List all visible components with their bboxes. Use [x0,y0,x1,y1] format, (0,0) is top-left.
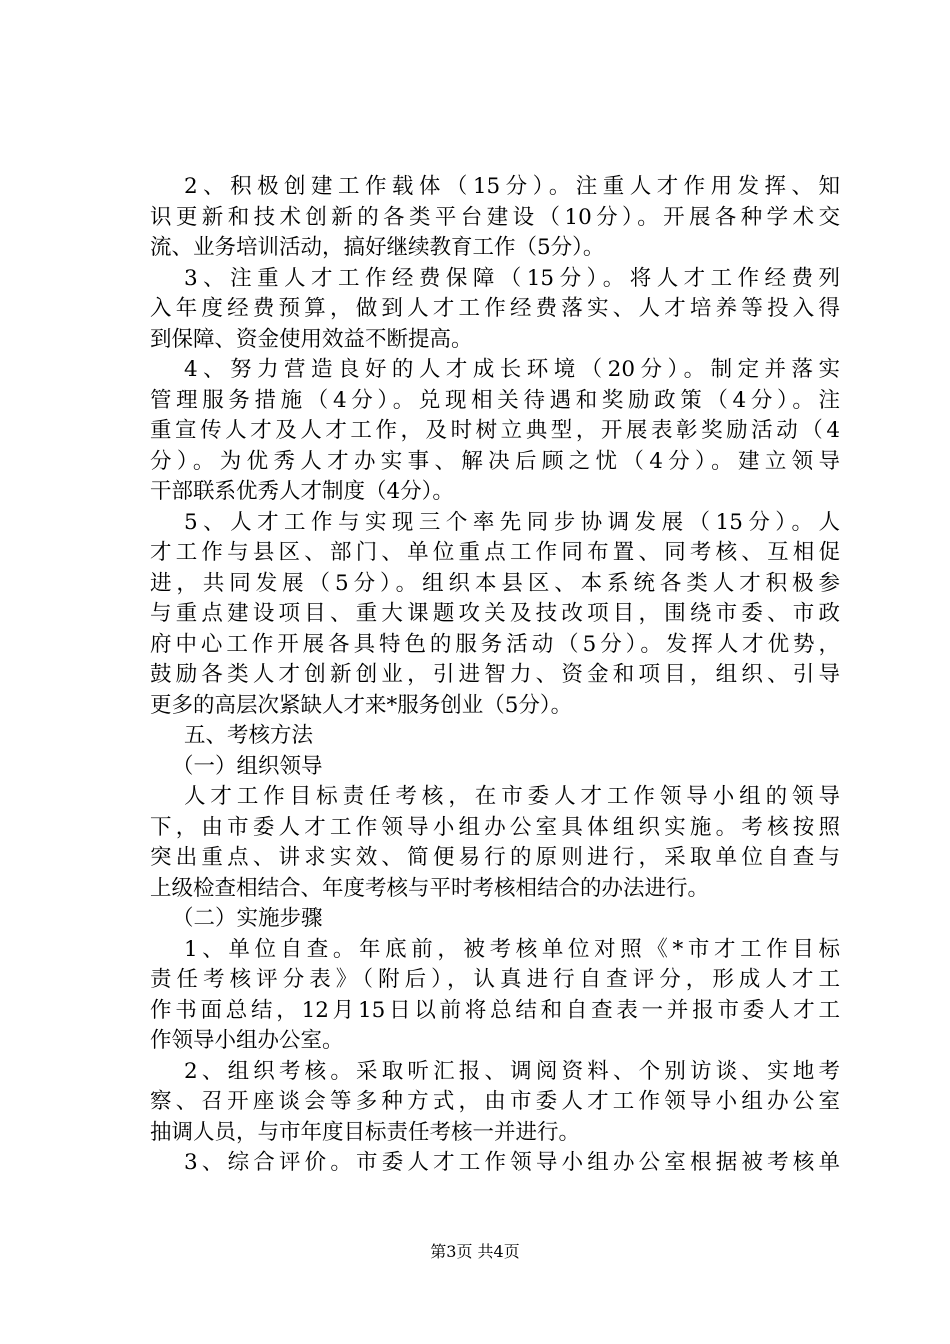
text-line: 府中心工作开展各具特色的服务活动（5分）。发挥人才优势， [150,631,840,657]
text-line: 人才工作目标责任考核，在市委人才工作领导小组的领导 [184,784,840,809]
text-line: 突出重点、讲求实效、简便易行的原则进行，采取单位自查与 [150,845,840,870]
text-line: 作领导小组办公室。 [150,1028,344,1053]
text-line: 入年度经费预算，做到人才工作经费落实、人才培养等投入得 [150,296,840,321]
text-line: 察、召开座谈会等多种方式，由市委人才工作领导小组办公室 [150,1089,840,1114]
text-line: 1、单位自查。年底前，被考核单位对照《*市才工作目标 [184,936,840,962]
text-line: 上级检查相结合、年度考核与平时考核相结合的办法进行。 [150,875,710,901]
text-line: 下，由市委人才工作领导小组办公室具体组织实施。考核按照 [150,814,840,840]
text-line: 2、积极创建工作载体（15分）。注重人才作用发挥、知 [184,174,840,199]
text-line: 重宣传人才及人才工作，及时树立典型，开展表彰奖励活动（4 [150,418,840,443]
page-footer: 第3页 共4页 [430,1242,520,1261]
text-line: 鼓励各类人才创新创业，引进智力、资金和项目，组织、引导 [150,662,840,687]
text-line: 2、组织考核。采取听汇报、调阅资料、个别访谈、实地考 [184,1058,840,1084]
subsection-heading: （二）实施步骤 [172,906,323,931]
text-line: 干部联系优秀人才制度（4分）。 [150,479,454,504]
text-line: 更多的高层次紧缺人才来*服务创业（5分）。 [150,692,573,718]
text-line: 识更新和技术创新的各类平台建设（10分）。开展各种学术交 [150,204,840,230]
text-line: 作书面总结，12月15日以前将总结和自查表一并报市委人才工 [150,997,840,1023]
text-line: 3、注重人才工作经费保障（15分）。将人才工作经费列 [184,265,840,291]
text-line: 进，共同发展（5分）。组织本县区、本系统各类人才积极参 [150,570,840,596]
text-line: 才工作与县区、部门、单位重点工作同布置、同考核、互相促 [150,540,840,565]
section-heading: 五、考核方法 [184,723,314,748]
text-line: 4、努力营造良好的人才成长环境（20分）。制定并落实 [184,357,840,382]
text-line: 分）。为优秀人才办实事、解决后顾之忧（4分）。建立领导 [150,448,840,474]
text-line: 抽调人员，与市年度目标责任考核一并进行。 [150,1119,581,1145]
text-line: 责任考核评分表》（附后），认真进行自查评分，形成人才工 [150,967,840,992]
document-body [150,172,840,1179]
text-line: 3、综合评价。市委人才工作领导小组办公室根据被考核单 [184,1150,840,1175]
text-line: 与重点建设项目、重大课题攻关及技改项目，围绕市委、市政 [150,601,840,626]
subsection-heading: （一）组织领导 [172,753,323,779]
text-line: 到保障、资金使用效益不断提高。 [150,326,473,352]
text-line: 5、人才工作与实现三个率先同步协调发展（15分）。人 [184,509,840,535]
text-line: 流、业务培训活动，搞好继续教育工作（5分）。 [150,235,605,260]
text-line: 管理服务措施（4分）。兑现相关待遇和奖励政策（4分）。注 [150,387,840,413]
